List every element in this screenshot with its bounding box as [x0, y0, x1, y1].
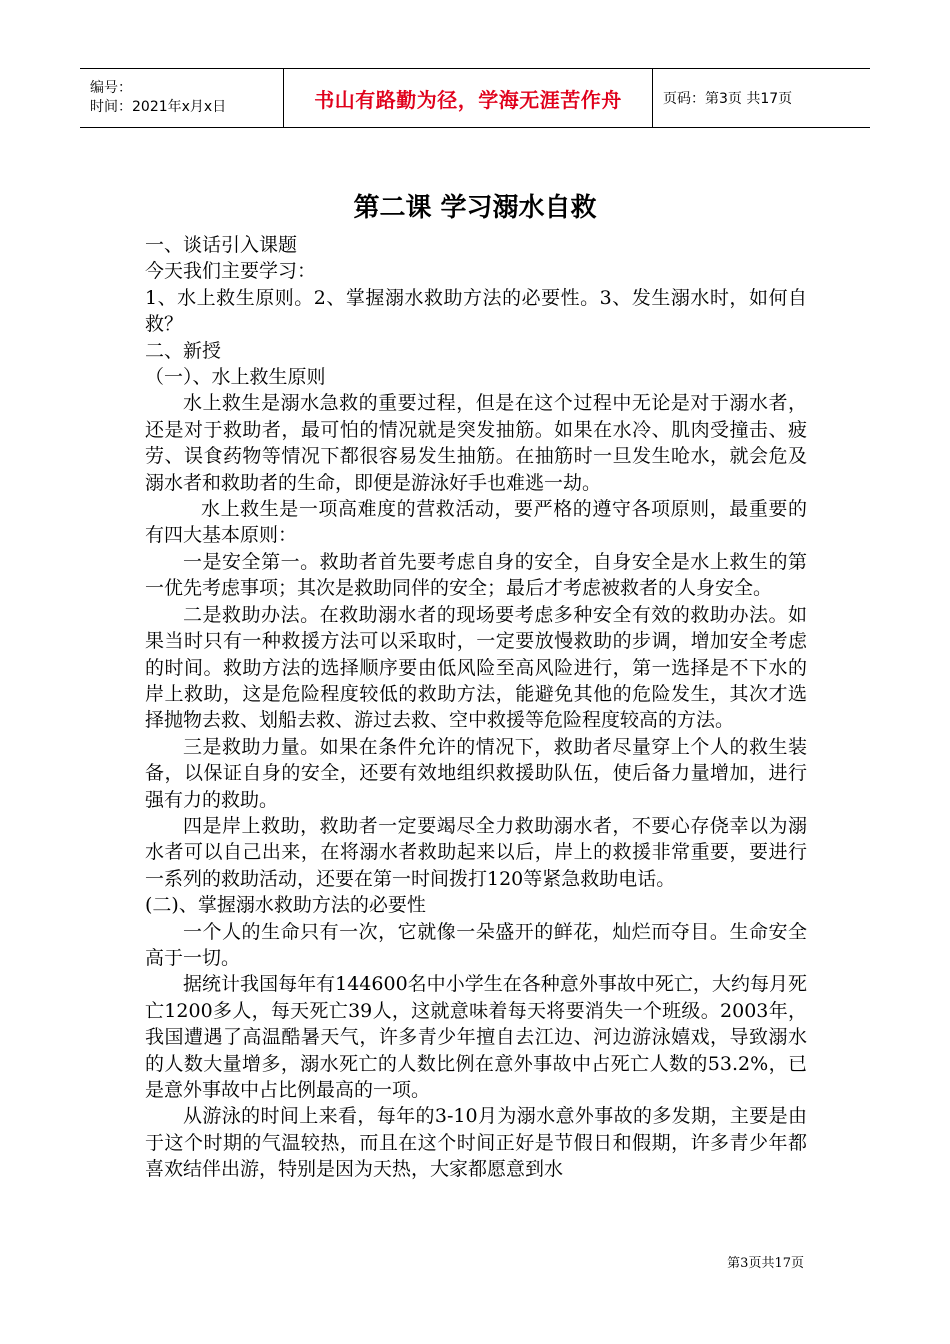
lesson-title: 第二课 学习溺水自救	[353, 193, 597, 223]
paragraph: 二是救助办法。在救助溺水者的现场要考虑多种安全有效的救助办法。如果当时只有一种救援方法可以采取时，一定要放慢救助的步调，增加安全考虑的时间。救助方法的选择顺序要由低风险至高风险进行，第一选择是不下水的岸上救助，这是危险程度较低的救助方法，能避免其他的危险发生，其次才选择抛物去救、划船去救、游过去救、空中救援等危险程度较高的方法。	[145, 603, 807, 732]
paragraph: 一是安全第一。救助者首先要考虑自身的安全，自身安全是水上救生的第一优先考虑事项；其次是救助同伴的安全；最后才考虑被救者的人身安全。	[145, 550, 807, 600]
subsection-heading: (二)、掌握溺水救助方法的必要性	[145, 894, 426, 917]
page-header	[80, 68, 870, 128]
header-motto-cell	[283, 69, 653, 127]
paragraph: 水上救生是溺水急救的重要过程，但是在这个过程中无论是对于溺水者，还是对于救助者，最可怕的情况就是突发抽筋。如果在水冷、肌肉受撞击、疲劳、误食药物等情况下都很容易发生抽筋。在抽筋时一旦发生呛水，就会危及溺水者和救助者的生命，即便是游泳好手也难逃一劫。	[145, 392, 807, 494]
header-motto: 书山有路勤为径，学海无涯苦作舟	[314, 87, 622, 112]
document-number: 编号：	[90, 80, 132, 96]
paragraph: 四是岸上救助，救助者一定要竭尽全力救助溺水者，不要心存侥幸以为溺水者可以自己出来，在将溺水者救助起来以后，岸上的救援非常重要，要进行一系列的救助活动，还要在第一时间拨打120等紧急救助电话。	[145, 814, 807, 890]
paragraph: 从游泳的时间上来看，每年的3-10月为溺水意外事故的多发期，主要是由于这个时期的气温较热，而且在这个时间正好是节假日和假期，许多青少年都喜欢结伴出游，特别是因为天热，大家都愿意到水	[145, 1105, 807, 1181]
header-page-number: 页码：第3页 共17页	[663, 91, 793, 107]
paragraph: 三是救助力量。如果在条件允许的情况下，救助者尽量穿上个人的救生装备，以保证自身的安全，还要有效地组织救援助队伍，使后备力量增加，进行强有力的救助。	[145, 735, 807, 811]
document-date: 时间：2021年x月x日	[90, 99, 227, 115]
page-footer: 第3页共17页	[727, 1256, 804, 1271]
paragraph: 一个人的生命只有一次，它就像一朵盛开的鲜花，灿烂而夺目。生命安全高于一切。	[145, 920, 807, 969]
header-page-info	[653, 69, 870, 127]
paragraph: 1、水上救生原则。2、掌握溺水救助方法的必要性。3、发生溺水时，如何自救？	[145, 286, 807, 336]
paragraph: 据统计我国每年有144600名中小学生在各种意外事故中死亡，大约每月死亡1200多人，每天死亡39人，这就意味着每天将要消失一个班级。2003年，我国遭遇了高温酷暑天气，许多青少年擅自去江边、河边游泳嬉戏，导致溺水的人数大量增多，溺水死亡的人数比例在意外事故中占死亡人数的53.2%，已是意外事故中占比例最高的一项。	[145, 973, 807, 1101]
header-meta	[80, 69, 283, 127]
paragraph: 今天我们主要学习：	[145, 260, 317, 283]
paragraph: 水上救生是一项高难度的营救活动，要严格的遵守各项原则，最重要的有四大基本原则：	[145, 498, 807, 547]
section-heading: 二、新授	[145, 339, 222, 362]
lesson-body	[145, 232, 807, 1183]
subsection-heading: （一）、水上救生原则	[145, 366, 326, 389]
section-heading: 一、谈话引入课题	[145, 234, 298, 256]
